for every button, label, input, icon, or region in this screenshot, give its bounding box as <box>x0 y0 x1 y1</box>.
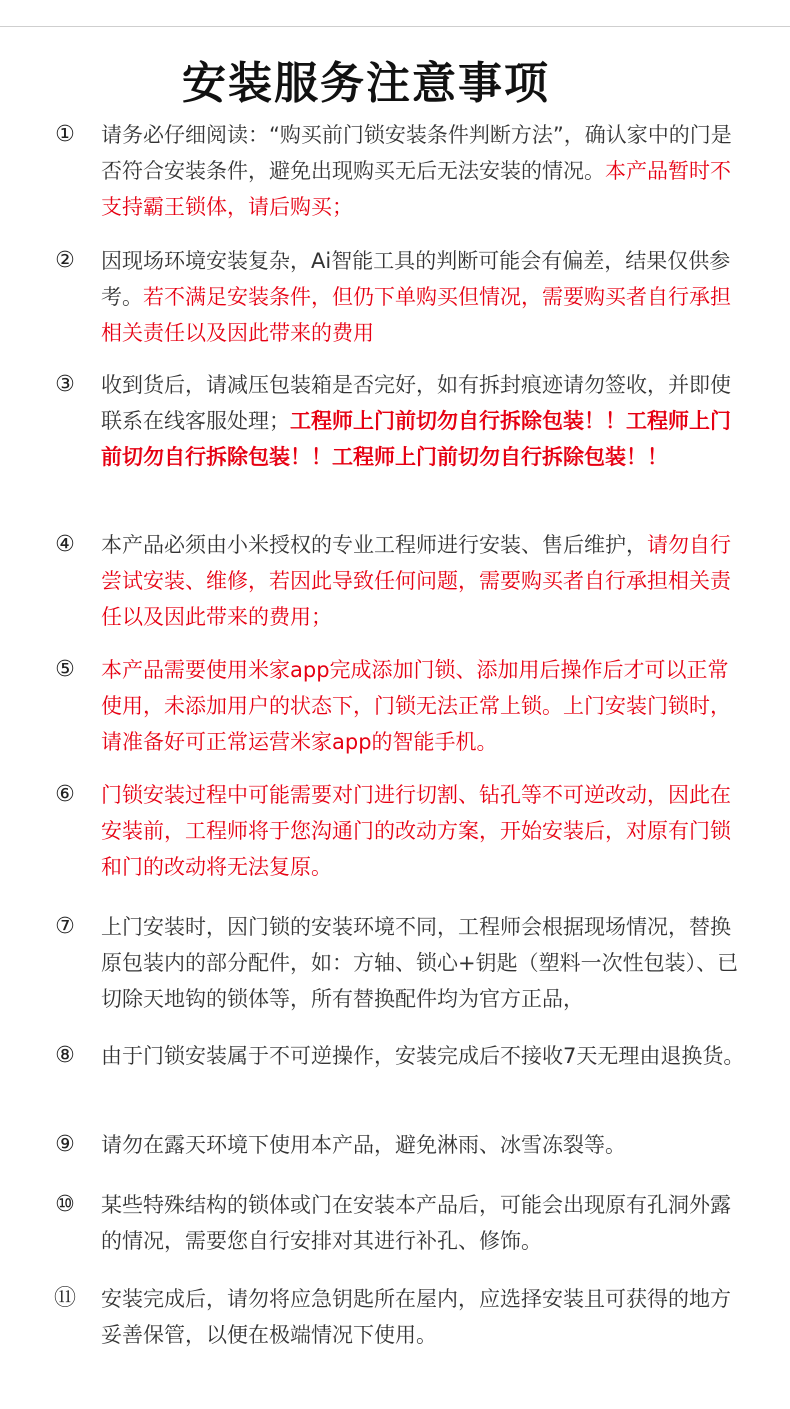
item-text <box>101 652 746 760</box>
item-number: ② <box>55 248 75 273</box>
item-text <box>101 1187 746 1259</box>
item-text <box>101 1038 746 1074</box>
item-text-segment: 安装完成后，请勿将应急钥匙所在屋内，应选择安装且可获得的地方妥善保管，以便在极端情况下使用。 <box>101 1287 731 1347</box>
item-text <box>101 117 746 225</box>
top-divider <box>0 26 790 27</box>
item-text-segment: 由于门锁安装属于不可逆操作，安装完成后不接收7天无理由退换货。 <box>101 1044 745 1068</box>
item-text-segment: 本产品必须由小米授权的专业工程师进行安装、售后维护， <box>101 533 647 557</box>
item-text-segment-red: 门锁安装过程中可能需要对门进行切割、钻孔等不可逆改动，因此在安装前，工程师将于您沟通门的改动方案，开始安装后，对原有门锁和门的改动将无法复原。 <box>101 783 731 879</box>
item-text <box>101 777 746 885</box>
item-text <box>101 909 746 1017</box>
item-text <box>101 527 746 635</box>
item-number: ⑪ <box>53 1286 76 1311</box>
page-title: 安装服务注意事项 <box>182 58 550 109</box>
item-text <box>101 367 746 475</box>
item-text-segment: 请务必仔细阅读：“购买前门锁安装条件判断方法”，确认家中的门是否符合安装条件，避免出现购买无后无法安装的情况。 <box>101 123 732 183</box>
item-number: ⑦ <box>55 914 75 939</box>
item-text-segment-red: 请勿自行尝试安装、维修，若因此导致任何问题，需要购买者自行承担相关责任以及因此带来的费用； <box>101 533 731 629</box>
item-text-segment: 上门安装时，因门锁的安装环境不同，工程师会根据现场情况，替换原包装内的部分配件，如：方轴、锁心+钥匙（塑料一次性包装）、已切除天地钩的锁体等，所有替换配件均为官方正品， <box>101 915 739 1011</box>
item-text-segment-bold-red: 工程师上门前切勿自行拆除包装！！工程师上门前切勿自行拆除包装！！工程师上门前切勿自行拆除包装！！ <box>101 409 731 469</box>
item-number: ⑥ <box>55 782 75 807</box>
item-number: ① <box>55 122 75 147</box>
item-text-segment-red: 本产品需要使用米家app完成添加门锁、添加用后操作后才可以正常使用，未添加用户的状态下，门锁无法正常上锁。上门安装门锁时，请准备好可正常运营米家app的智能手机。 <box>101 658 731 754</box>
item-number: ③ <box>55 372 75 397</box>
item-number: ⑤ <box>55 657 75 682</box>
item-text <box>101 243 746 351</box>
item-text <box>101 1127 746 1163</box>
item-text-segment-red: 若不满足安装条件，但仍下单购买但情况，需要购买者自行承担相关责任以及因此带来的费用 <box>101 285 731 345</box>
item-text-segment: 请勿在露天环境下使用本产品，避免淋雨、冰雪冻裂等。 <box>101 1133 626 1157</box>
item-number: ⑩ <box>55 1192 75 1217</box>
item-text-segment: 收到货后，请减压包装箱是否完好，如有拆封痕迹请勿签收，并即使联系在线客服处理； <box>101 373 731 433</box>
item-text-segment-red: 本产品暂时不支持霸王锁体，请后购买； <box>101 159 731 219</box>
item-number: ⑧ <box>55 1043 75 1068</box>
item-text-segment: 因现场环境安装复杂，Ai智能工具的判断可能会有偏差，结果仅供参考。 <box>101 249 731 309</box>
item-text-segment: 某些特殊结构的锁体或门在安装本产品后，可能会出现原有孔洞外露的情况，需要您自行安排对其进行补孔、修饰。 <box>101 1193 731 1253</box>
item-number: ⑨ <box>55 1132 75 1157</box>
item-text <box>101 1281 746 1353</box>
item-number: ④ <box>55 532 75 557</box>
